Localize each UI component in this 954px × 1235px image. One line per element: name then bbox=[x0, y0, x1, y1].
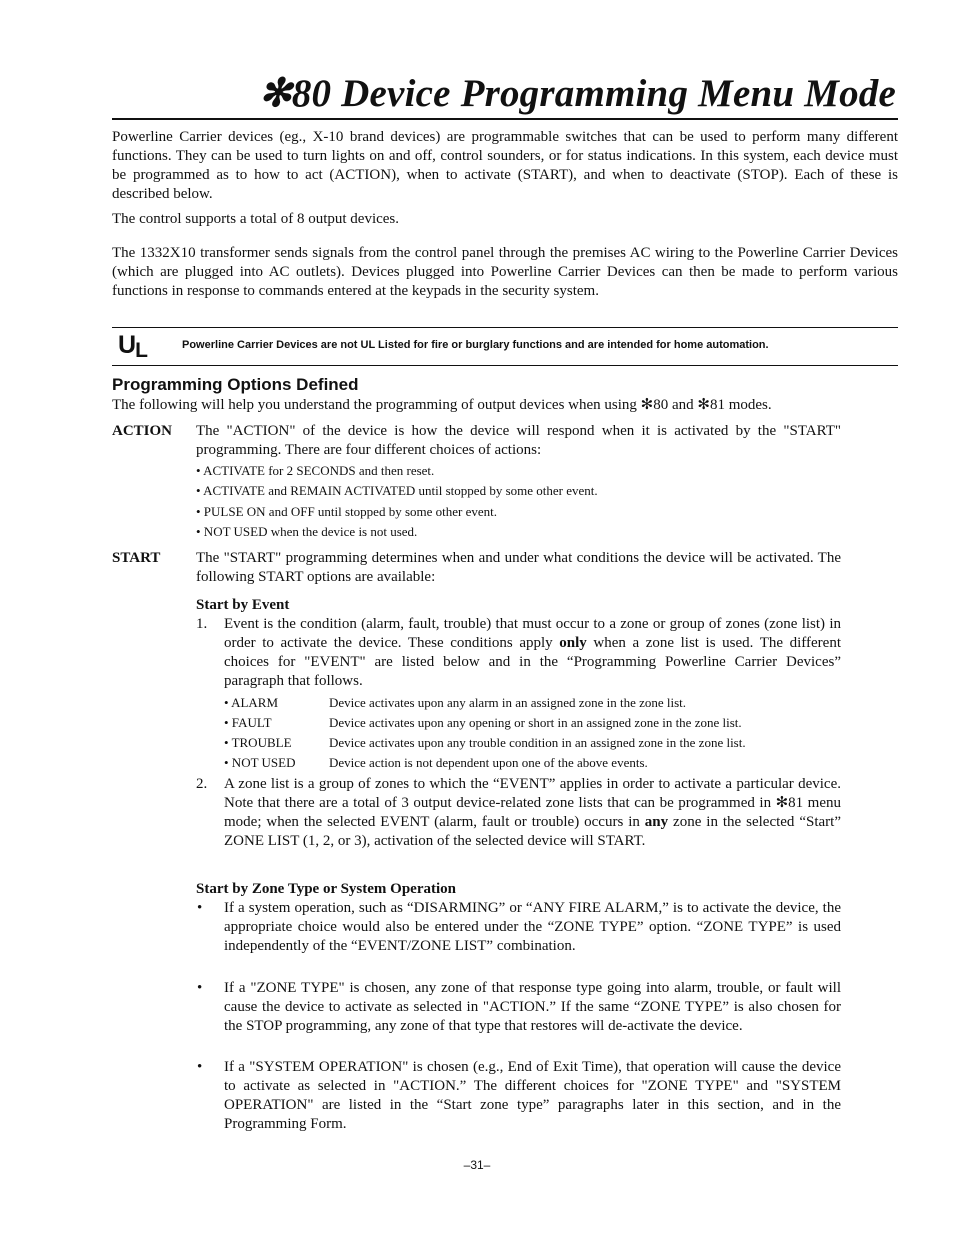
transformer-paragraph: The 1332X10 transformer sends signals from the control panel through the premises AC wiring to the Powerline Carrier Devices (which are plugged into AC outlets). Devices plugged into Powerline Carrier Devices can then be made to perform various functions in response to commands entered at the keypads in the security system. bbox=[112, 245, 898, 299]
start-description: The "START" programming determines when and under what conditions the device will be activated. The following START options are available: bbox=[196, 550, 841, 585]
start-term: START bbox=[112, 550, 161, 566]
list-number: 2. bbox=[196, 776, 208, 792]
ul-notice bbox=[112, 327, 898, 366]
action-bullet: • ACTIVATE and REMAIN ACTIVATED until stopped by some other event. bbox=[196, 483, 598, 498]
output-devices-paragraph: The control supports a total of 8 output devices. bbox=[112, 211, 400, 227]
section-heading: Programming Options Defined bbox=[112, 375, 359, 394]
zone-type-bullet: If a "ZONE TYPE" is chosen, any zone of that response type going into alarm, trouble, or fault will cause the device to activate as selected in "ACTION.” If the same “ZONE TYPE” is also chosen for the STOP programming, any zone of that type that restores will de-activate the device. bbox=[224, 980, 841, 1034]
zone-list-item: A zone list is a group of zones to which the “EVENT” applies in order to activate a particular device. Note that there are a total of 3 output device-related zone lists that can be programmed in ✻81 menu mode; when the selected EVENT (alarm, fault or trouble) occurs in any zone in the selected “Start” ZONE LIST (1, 2, or 3), activation of the selected device will START. bbox=[224, 776, 841, 849]
zone-type-bullet: If a system operation, such as “DISARMING” or “ANY FIRE ALARM,” is to activate the device, the appropriate choice would also be entered under the “ZONE TYPE” option. “ZONE TYPE” is used independently of the “EVENT/ZONE LIST” combination. bbox=[224, 900, 841, 954]
page-title: ✻80 Device Programming Menu Mode bbox=[258, 72, 896, 115]
event-row: • TROUBLE Device activates upon any trouble condition in an assigned zone in the zone list. bbox=[224, 735, 746, 750]
bullet-dot: • bbox=[197, 1059, 203, 1075]
action-term: ACTION bbox=[112, 423, 173, 439]
action-bullet: • NOT USED when the device is not used. bbox=[196, 524, 418, 539]
bullet-dot: • bbox=[197, 980, 203, 996]
event-row: • ALARM Device activates upon any alarm in an assigned zone in the zone list. bbox=[224, 695, 687, 710]
event-row: • FAULT Device activates upon any opening or short in an assigned zone in the zone list. bbox=[224, 715, 742, 730]
start-by-event-heading: Start by Event bbox=[196, 597, 290, 613]
start-by-zone-heading: Start by Zone Type or System Operation bbox=[196, 881, 457, 897]
action-description: The "ACTION" of the device is how the device will respond when it is activated by the "START" programming. There are four different choices of actions: bbox=[196, 423, 841, 458]
action-bullet: • ACTIVATE for 2 SECONDS and then reset. bbox=[196, 463, 435, 478]
ul-notice-text: Powerline Carrier Devices are not UL Listed for fire or burglary functions and are intended for home automation. bbox=[182, 339, 769, 351]
list-number: 1. bbox=[196, 616, 208, 632]
action-bullet: • PULSE ON and OFF until stopped by some other event. bbox=[196, 504, 498, 519]
ul-logo: UL bbox=[118, 331, 147, 362]
intro-paragraph: Powerline Carrier devices (eg., X-10 brand devices) are programmable switches that can be used to perform many different functions. They can be used to turn lights on and off, control sounders, or for status indications. In this system, each device must be programmed as to how to act (ACTION), when to activate (START), and when to deactivate (STOP). Each of these is described below. bbox=[112, 129, 898, 202]
title-rule bbox=[112, 118, 898, 120]
event-list-item: Event is the condition (alarm, fault, trouble) that must occur to a zone or group of zones (zone list) in order to activate the device. These conditions apply only when a zone list is used. The different choices for "EVENT" are listed below and in the “Programming Powerline Carrier Devices” paragraph that follows. bbox=[224, 616, 841, 689]
options-intro: The following will help you understand the programming of output devices when using ✻80 and ✻81 modes. bbox=[112, 397, 772, 413]
event-row: • NOT USED Device action is not dependent upon one of the above events. bbox=[224, 755, 648, 770]
page-number: –31– bbox=[463, 1158, 491, 1172]
zone-type-bullet: If a "SYSTEM OPERATION" is chosen (e.g., End of Exit Time), that operation will cause the device to activate as selected in "ACTION.” The different choices for "ZONE TYPE" and "SYSTEM OPERATION" are listed in the “Start zone type” paragraphs later in this section, and in the Programming Form. bbox=[224, 1059, 841, 1132]
bullet-dot: • bbox=[197, 900, 203, 916]
